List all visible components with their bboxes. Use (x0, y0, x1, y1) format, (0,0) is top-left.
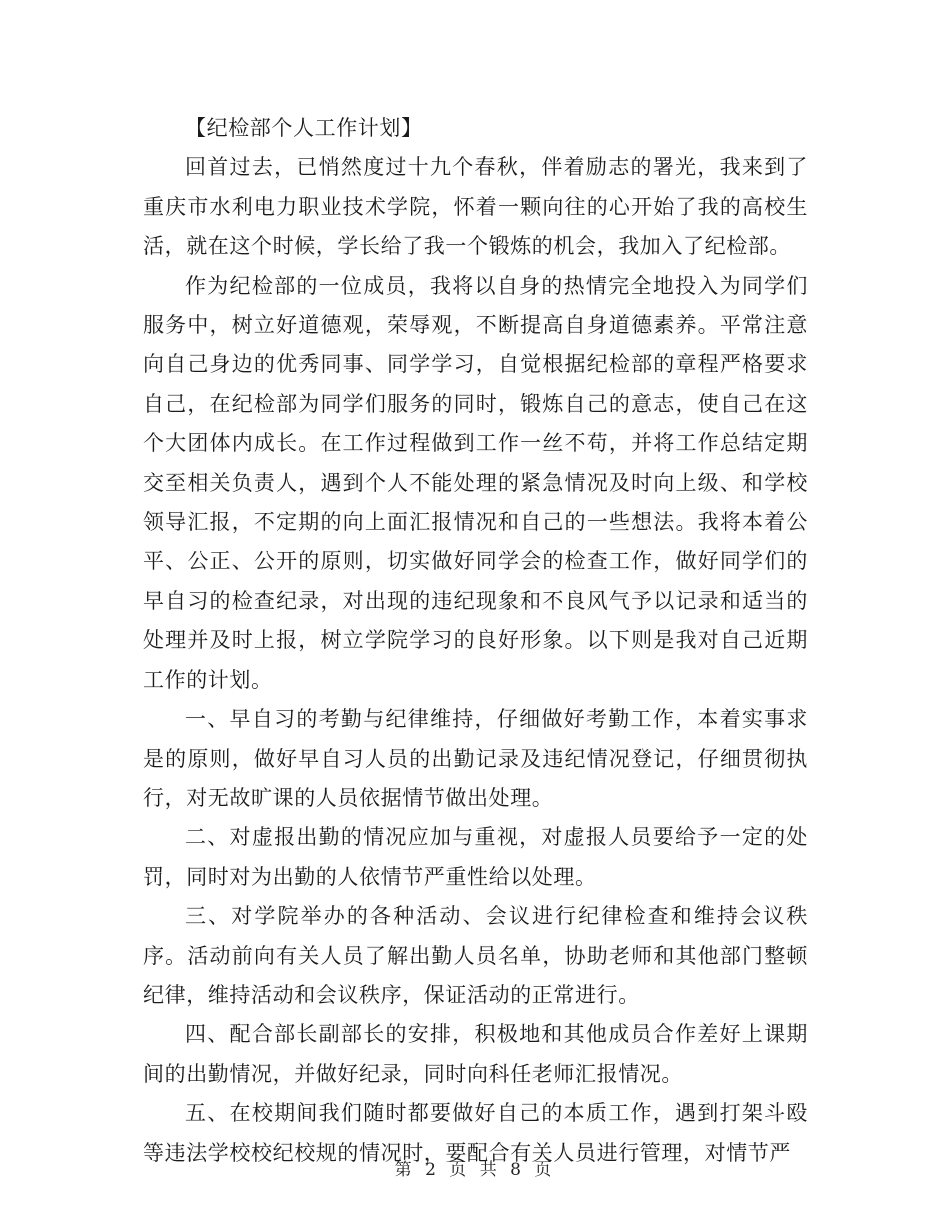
plan-item-2: 二、对虚报出勤的情况应加与重视，对虚报人员要给予一定的处罚，同时对为出勤的人依情节严重性给以处理。 (143, 825, 808, 889)
plan-item-4: 四、配合部长副部长的安排，积极地和其他成员合作差好上课期间的出勤情况，并做好纪录，同时向科任老师汇报情况。 (143, 1022, 808, 1086)
document-title: 【纪检部个人工作计划】 (185, 116, 423, 140)
page-number-footer: 第 2 页 共 8 页 (394, 1160, 556, 1180)
paragraph-intro: 回首过去，已悄然度过十九个春秋，伴着励志的署光，我来到了重庆市水利电力职业技术学院，怀着一颗向往的心开始了我的高校生活，就在这个时候，学长给了我一个锻炼的机会，我加入了纪检部。 (143, 155, 808, 259)
plan-item-5: 五、在校期间我们随时都要做好自己的本质工作，遇到打架斗殴等违法学校校纪校规的情况时，要配合有关人员进行管理，对情节严 (143, 1101, 808, 1165)
document-body (143, 109, 808, 1173)
plan-item-1: 一、早自习的考勤与纪律维持，仔细做好考勤工作，本着实事求是的原则，做好早自习人员的出勤记录及违纪情况登记，仔细贯彻执行，对无故旷课的人员依据情节做出处理。 (143, 707, 808, 810)
plan-item-3: 三、对学院举办的各种活动、会议进行纪律检查和维持会议秩序。活动前向有关人员了解出勤人员名单，协助老师和其他部门整顿纪律，维持活动和会议秩序，保证活动的正常进行。 (143, 904, 808, 1007)
paragraph-commitment: 作为纪检部的一位成员，我将以自身的热情完全地投入为同学们服务中，树立好道德观，荣辱观，不断提高自身道德素养。平常注意向自己身边的优秀同事、同学学习，自觉根据纪检部的章程严格要求自己，在纪检部为同学们服务的同时，锻炼自己的意志，使自己在这个大团体内成长。在工作过程做到工作一丝不苟，并将工作总结定期交至相关负责人，遇到个人不能处理的紧急情况及时向上级、和学校领导汇报，不定期的向上面汇报情况和自己的一些想法。我将本着公平、公正、公开的原则，切实做好同学会的检查工作，做好同学们的早自习的检查纪录，对出现的违纪现象和不良风气予以记录和适当的处理并及时上报，树立学院学习的良好形象。以下则是我对自己近期工作的计划。 (143, 273, 808, 692)
